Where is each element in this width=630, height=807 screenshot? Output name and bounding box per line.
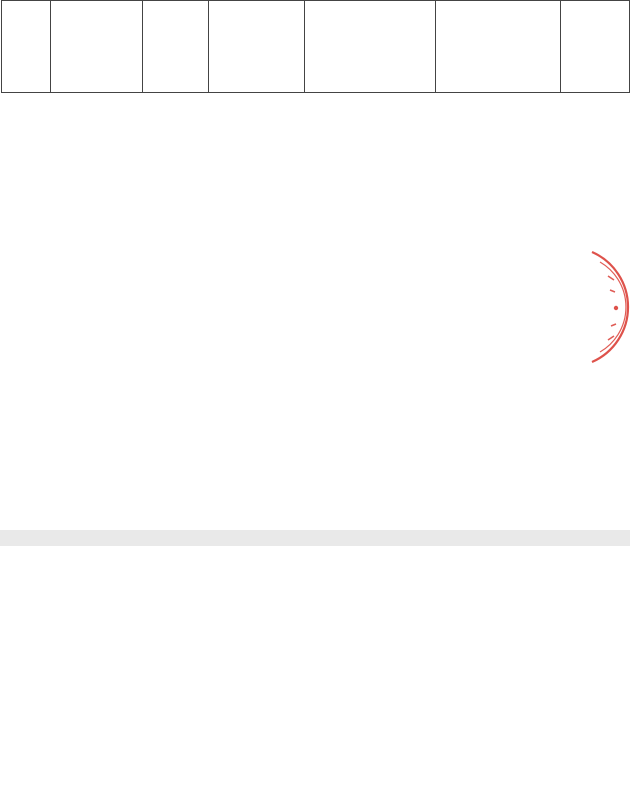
header-tong-tien	[305, 1, 436, 93]
table-header-row	[2, 1, 630, 93]
header-dien-tich	[143, 1, 209, 93]
header-stt	[2, 1, 51, 93]
page-bottom-section	[0, 546, 630, 807]
header-gia-khoi-diem	[209, 1, 305, 93]
header-tien-dat-truoc	[436, 1, 561, 93]
header-thua-dat	[51, 1, 143, 93]
page-break-gap	[0, 530, 630, 546]
header-tien-mua-ho-so	[561, 1, 630, 93]
auction-price-table	[1, 0, 630, 93]
